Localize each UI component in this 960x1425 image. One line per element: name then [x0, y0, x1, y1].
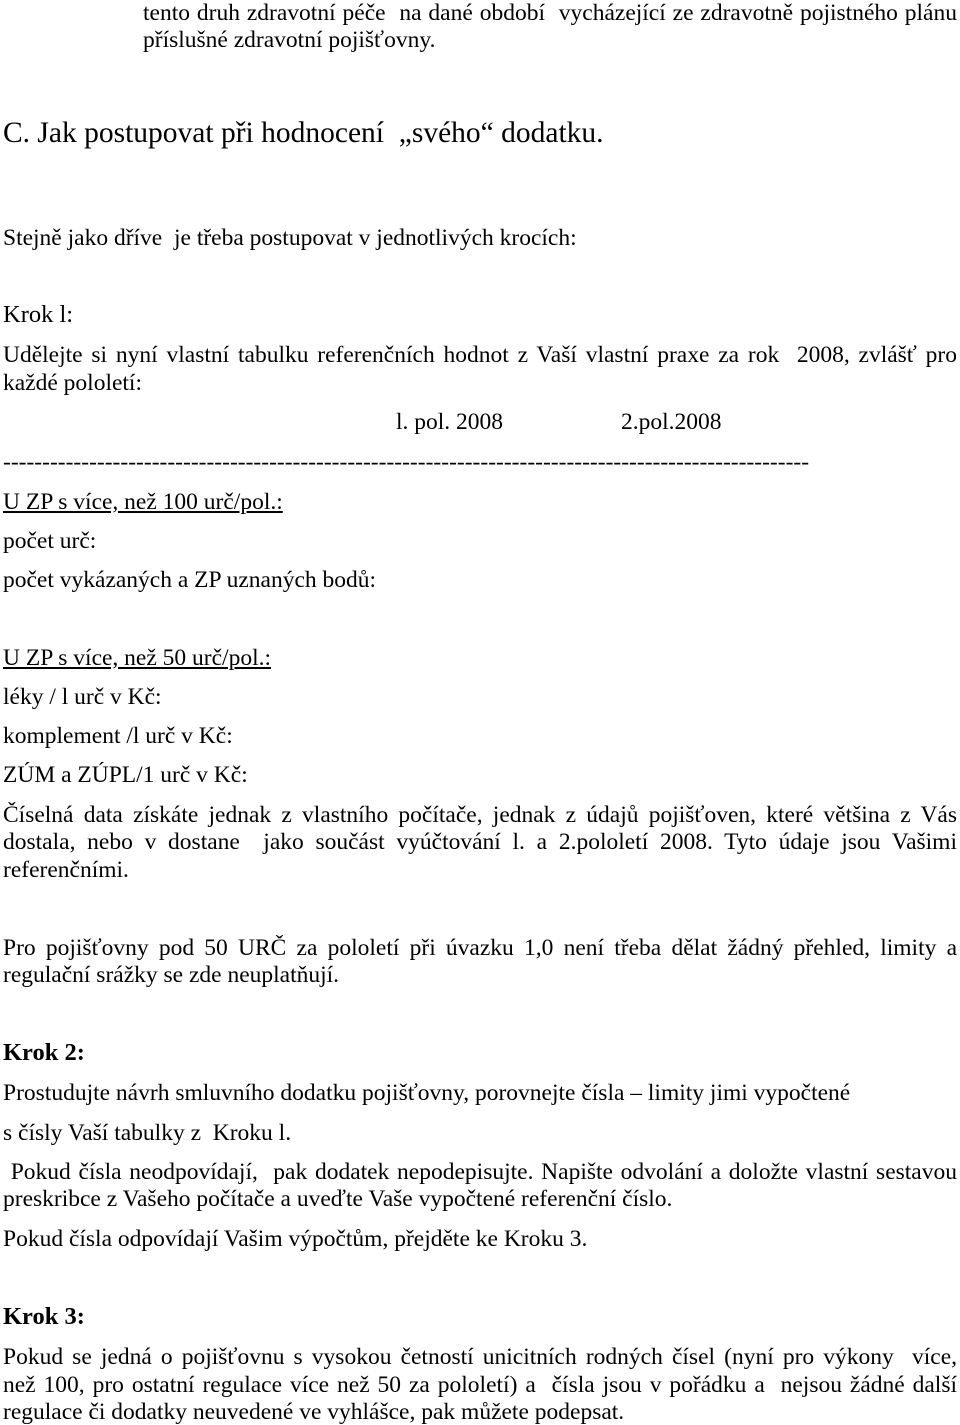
step2-line: Pokud čísla neodpovídají, pak dodatek nepodepisujte. Napište odvolání a doložte vlastní sestavou	[3, 1159, 957, 1185]
group-title-over-50: U ZP s více, než 50 urč/pol.:	[3, 645, 272, 671]
step2-line: Prostudujte návrh smluvního dodatku pojišťovny, porovnejte čísla – limity jimi vypočtené	[3, 1080, 851, 1106]
group-title-over-100: U ZP s více, než 100 urč/pol.:	[3, 489, 283, 515]
continuation-line: tento druh zdravotní péče na dané období vycházející ze zdravotně pojistného plánu	[143, 0, 957, 26]
step3-line: Pokud se jedná o pojišťovnu s vysokou četností unicitních rodných čísel (nyní pro výkony více,	[3, 1344, 957, 1370]
continuation-line: příslušné zdravotní pojišťovny.	[143, 27, 436, 53]
section-title: C. Jak postupovat při hodnocení „svého“ dodatku.	[3, 117, 604, 149]
step1-exemption-line: regulační srážky se zde neuplatňují.	[3, 962, 340, 988]
step3-line: regulace či dodatky neuvedené ve vyhlášce, pak můžete podepsat.	[3, 1399, 625, 1425]
table-row-label: ZÚM a ZÚPL/1 urč v Kč:	[3, 762, 248, 788]
step1-note-line: dostala, nebo v dostane jako součást vyúčtování l. a 2.pololetí 2008. Tyto údaje jsou Vašimi	[3, 829, 957, 855]
table-row-label: počet vykázaných a ZP uznaných bodů:	[3, 567, 377, 593]
step1-note-line: Číselná data získáte jednak z vlastního počítače, jednak z údajů pojišťoven, které většina z Vás	[3, 802, 957, 828]
table-separator: -------------------------------------------------------------------------------------------------------	[3, 449, 810, 475]
step2-heading: Krok 2:	[3, 1040, 85, 1066]
step2-line: preskribce z Vašeho počítače a uveďte Vaše vypočtené referenční číslo.	[3, 1186, 673, 1212]
step1-instruction-line: každé pololetí:	[3, 370, 142, 396]
step3-line: než 100, pro ostatní regulace více než 50 za pololetí) a čísla jsou v pořádku a nejsou žádné další	[3, 1372, 957, 1398]
step2-line: Pokud čísla odpovídají Vašim výpočtům, přejděte ke Kroku 3.	[3, 1226, 588, 1252]
step1-heading: Krok l:	[3, 302, 74, 328]
step1-note-line: referenčními.	[3, 857, 129, 883]
step1-exemption-line: Pro pojišťovny pod 50 URČ za pololetí při úvazku 1,0 není třeba dělat žádný přehled, limity a	[3, 935, 957, 961]
table-row-label: léky / l urč v Kč:	[3, 684, 162, 710]
step2-line: s čísly Vaší tabulky z Kroku l.	[3, 1120, 292, 1146]
column-header-second-half: 2.pol.2008	[621, 409, 722, 435]
column-header-first-half: l. pol. 2008	[396, 409, 504, 435]
step1-instruction-line: Udělejte si nyní vlastní tabulku referenčních hodnot z Vaší vlastní praxe za rok 2008, zvlášť pro	[3, 342, 957, 368]
intro-text: Stejně jako dříve je třeba postupovat v jednotlivých krocích:	[3, 225, 577, 251]
step3-heading: Krok 3:	[3, 1304, 85, 1330]
table-row-label: počet urč:	[3, 528, 97, 554]
table-row-label: komplement /l urč v Kč:	[3, 723, 233, 749]
